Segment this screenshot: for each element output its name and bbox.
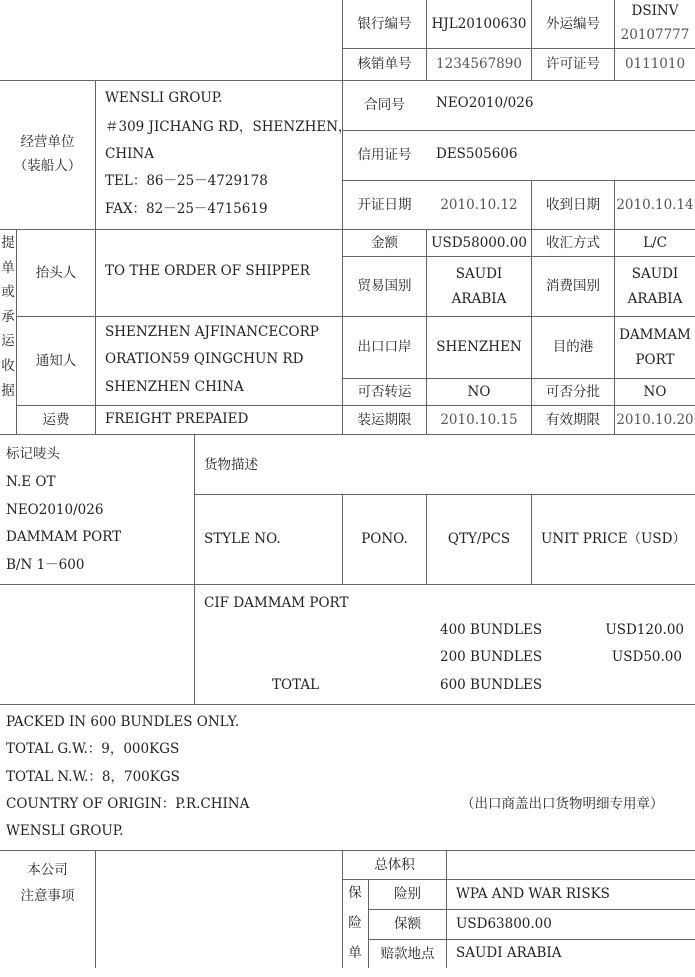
- bl-side-char: 单: [1, 259, 15, 276]
- bl-side-char: 运: [1, 333, 15, 350]
- company-notes-line-2: 注意事项: [20, 887, 75, 904]
- cons-country-label: 消费国别: [546, 278, 600, 295]
- operator-label-2: （装船人）: [13, 158, 82, 174]
- trade-country-line-2: ARABIA: [451, 290, 507, 307]
- grid-line: [0, 584, 695, 585]
- amount-label: 金额: [371, 234, 398, 251]
- recv-date-value: 2010.10.14: [616, 196, 694, 213]
- method-value: L/C: [643, 234, 667, 251]
- policy-side-char: 险: [348, 915, 362, 931]
- operator-label-1: 经营单位: [20, 134, 75, 151]
- notify-label: 通知人: [35, 352, 77, 369]
- claim-place-value: SAUDI ARABIA: [456, 945, 562, 961]
- trade-country-line-1: SAUDI: [455, 266, 503, 283]
- operator-line: TEL：86－25－4729178: [105, 173, 268, 189]
- packing-line: TOTAL G.W.：9，000KGS: [6, 741, 180, 757]
- bl-side-char: 据: [1, 382, 15, 399]
- validity-label: 有效期限: [546, 411, 600, 428]
- marks-line: NEO2010/026: [6, 502, 104, 518]
- total-label: TOTAL: [272, 677, 320, 693]
- method-label: 收汇方式: [546, 234, 600, 251]
- goods-desc-label: 货物描述: [204, 457, 258, 473]
- consignee-value: TO THE ORDER OF SHIPPER: [105, 263, 310, 279]
- dest-port-label: 目的港: [552, 339, 594, 356]
- policy-side-char: 保: [348, 885, 362, 901]
- packing-line: PACKED IN 600 BUNDLES ONLY.: [6, 714, 240, 730]
- notify-line: SHENZHEN CHINA: [105, 379, 244, 395]
- bank-no-label: 银行编号: [357, 15, 412, 32]
- license-label: 许可证号: [546, 56, 600, 73]
- packing-line: COUNTRY OF ORIGIN：P.R.CHINA: [6, 796, 250, 812]
- partial-label: 可否分批: [546, 383, 600, 400]
- packing-line: WENSLI GROUP.: [6, 823, 124, 839]
- consignee-label: 抬头人: [35, 264, 77, 281]
- operator-line: FAX：82－25－4715619: [105, 201, 268, 217]
- bank-no-value: HJL20100630: [431, 15, 527, 32]
- open-date-value: 2010.10.12: [440, 196, 518, 213]
- license-value: 0111010: [624, 56, 686, 73]
- dest-port-line-2: PORT: [635, 351, 675, 368]
- ship-deadline-value: 2010.10.15: [440, 411, 518, 428]
- insured-amount-label: 保额: [394, 916, 421, 933]
- foreign-no-label: 外运编号: [546, 15, 600, 32]
- freight-value: FREIGHT PREPAIED: [105, 411, 249, 427]
- goods-row-qty: 400 BUNDLES: [440, 622, 543, 638]
- trade-country-label: 贸易国别: [357, 278, 412, 295]
- grid-line: [95, 850, 96, 968]
- policy-side-char: 单: [348, 945, 362, 961]
- cons-country-value: [615, 257, 695, 316]
- transship-label: 可否转运: [357, 383, 412, 400]
- notify-line: SHENZHEN AJFINANCECORP: [105, 324, 319, 340]
- unit-price-header: UNIT PRICE（USD）: [540, 531, 687, 548]
- transship-value: NO: [467, 383, 491, 400]
- bl-side-char: 或: [1, 284, 15, 301]
- recv-date-label: 收到日期: [546, 196, 600, 213]
- risk-value: WPA AND WAR RISKS: [456, 886, 610, 902]
- stamp-note: （出口商盖出口货物明细专用章）: [461, 796, 664, 812]
- pono-header: PONO.: [361, 531, 408, 548]
- freight-label: 运费: [42, 411, 70, 428]
- operator-line: ＃309 JICHANG RD，SHENZHEN，: [105, 119, 352, 135]
- validity-value: 2010.10.20: [616, 411, 694, 428]
- qty-header: QTY/PCS: [447, 531, 511, 548]
- dest-port-line-1: DAMMAM: [619, 327, 691, 344]
- insured-amount-value: USD63800.00: [456, 916, 552, 932]
- total-qty: 600 BUNDLES: [440, 677, 543, 693]
- marks-line: B/N 1－600: [6, 557, 85, 573]
- bl-side-char: 提: [1, 235, 15, 251]
- risk-label: 险别: [394, 886, 421, 903]
- grid-line: [0, 704, 695, 705]
- dest-port-value: [615, 317, 695, 378]
- bl-side-char: 收: [1, 357, 15, 374]
- lc-label: 信用证号: [357, 147, 412, 164]
- cons-country-line-1: SAUDI: [631, 266, 679, 283]
- company-notes-line-1: 本公司: [27, 862, 68, 878]
- verif-label: 核销单号: [357, 56, 412, 73]
- company-notes-label: [0, 851, 95, 968]
- marks-line: N.E OT: [6, 474, 56, 490]
- bl-side-char: 承: [1, 308, 15, 325]
- marks-label: 标记唛头: [6, 446, 60, 462]
- trade-country-value: [427, 257, 531, 316]
- contract-value: NEO2010/026: [436, 95, 534, 111]
- bl-side-label: [0, 237, 16, 409]
- lc-value: DES505606: [436, 146, 518, 162]
- grid-line: [95, 80, 96, 434]
- partial-value: NO: [643, 383, 667, 400]
- foreign-no-line-2: 20107777: [620, 27, 690, 43]
- goods-row-qty: 200 BUNDLES: [440, 649, 543, 665]
- claim-place-label: 赔款地点: [380, 945, 435, 962]
- operator-line: CHINA: [105, 146, 154, 162]
- marks-line: DAMMAM PORT: [6, 529, 122, 545]
- grid-line: [446, 850, 447, 968]
- exit-port-value: SHENZHEN: [436, 339, 522, 356]
- operator-line: WENSLI GROUP.: [105, 90, 223, 106]
- operator-label: [0, 81, 95, 229]
- goods-row-price: USD50.00: [611, 649, 682, 665]
- contract-label: 合同号: [364, 97, 405, 114]
- goods-row-price: USD120.00: [605, 622, 684, 638]
- amount-value: USD58000.00: [431, 234, 527, 251]
- foreign-no-value: [615, 0, 695, 54]
- trade-term: CIF DAMMAM PORT: [204, 595, 349, 611]
- open-date-label: 开证日期: [357, 196, 412, 213]
- exit-port-label: 出口口岸: [357, 339, 412, 356]
- style-no-header: STYLE NO.: [204, 531, 281, 548]
- grid-line: [0, 434, 695, 435]
- foreign-no-line-1: DSINV: [631, 3, 679, 20]
- verif-value: 1234567890: [436, 56, 522, 73]
- total-volume-label: 总体积: [374, 856, 415, 873]
- packing-line: TOTAL N.W.：8，700KGS: [6, 769, 180, 785]
- cons-country-line-2: ARABIA: [627, 290, 683, 307]
- ship-deadline-label: 装运期限: [357, 411, 412, 428]
- policy-side-label: [347, 887, 363, 977]
- notify-line: ORATION59 QINGCHUN RD: [105, 351, 304, 367]
